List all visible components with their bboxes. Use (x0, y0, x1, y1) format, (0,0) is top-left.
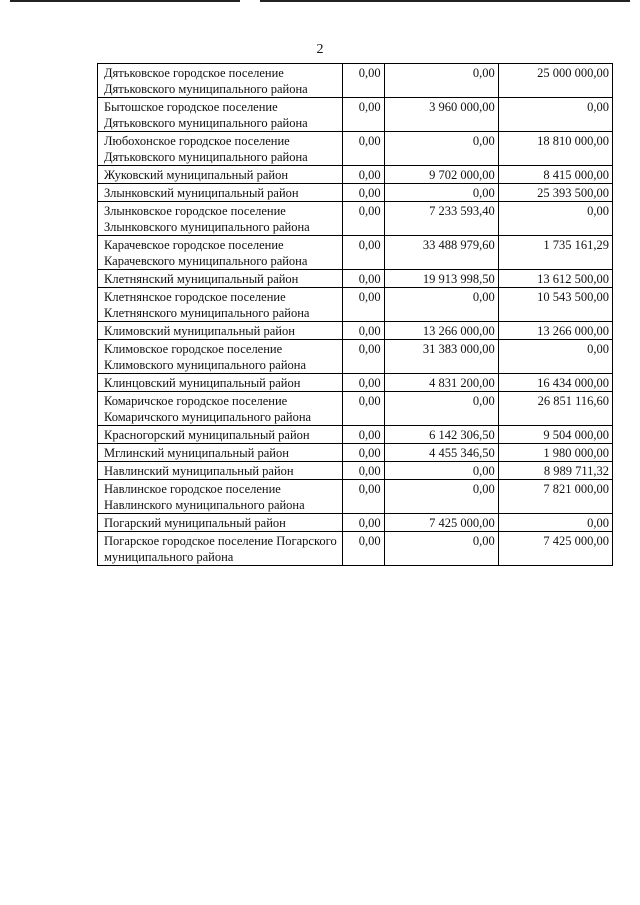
value-cell-1: 0,00 (343, 374, 384, 392)
value-cell-1: 0,00 (343, 480, 384, 514)
municipality-name-cell: Злынковское городское поселение Злынковского муниципального района (98, 202, 343, 236)
value-cell-3: 25 000 000,00 (498, 64, 612, 98)
value-cell-2: 0,00 (384, 532, 498, 566)
top-rule-right (260, 0, 630, 2)
value-cell-2: 13 266 000,00 (384, 322, 498, 340)
value-cell-2: 33 488 979,60 (384, 236, 498, 270)
budget-table (97, 63, 613, 566)
page-number: 2 (316, 42, 324, 57)
municipality-name-cell: Клинцовский муниципальный район (98, 374, 343, 392)
table-row (98, 288, 613, 322)
table-row (98, 270, 613, 288)
value-cell-1: 0,00 (343, 236, 384, 270)
value-cell-3: 13 266 000,00 (498, 322, 612, 340)
value-cell-1: 0,00 (343, 322, 384, 340)
municipality-name-cell: Климовское городское поселение Климовского муниципального района (98, 340, 343, 374)
value-cell-1: 0,00 (343, 98, 384, 132)
table-row (98, 184, 613, 202)
value-cell-1: 0,00 (343, 166, 384, 184)
value-cell-2: 3 960 000,00 (384, 98, 498, 132)
municipality-name-cell: Навлинский муниципальный район (98, 462, 343, 480)
value-cell-2: 0,00 (384, 480, 498, 514)
value-cell-2: 7 233 593,40 (384, 202, 498, 236)
value-cell-3: 13 612 500,00 (498, 270, 612, 288)
value-cell-3: 7 425 000,00 (498, 532, 612, 566)
table-row (98, 64, 613, 98)
top-rule-left (10, 0, 240, 2)
table-row (98, 514, 613, 532)
municipality-name-cell: Погарский муниципальный район (98, 514, 343, 532)
value-cell-3: 0,00 (498, 514, 612, 532)
value-cell-1: 0,00 (343, 462, 384, 480)
value-cell-3: 8 989 711,32 (498, 462, 612, 480)
municipality-name-cell: Бытошское городское поселение Дятьковского муниципального района (98, 98, 343, 132)
value-cell-3: 8 415 000,00 (498, 166, 612, 184)
municipality-name-cell: Погарское городское поселение Погарского муниципального района (98, 532, 343, 566)
value-cell-2: 0,00 (384, 392, 498, 426)
table-row (98, 322, 613, 340)
table-row (98, 426, 613, 444)
municipality-name-cell: Карачевское городское поселение Карачевского муниципального района (98, 236, 343, 270)
table-row (98, 462, 613, 480)
municipality-name-cell: Жуковский муниципальный район (98, 166, 343, 184)
table-row (98, 98, 613, 132)
municipality-name-cell: Навлинское городское поселение Навлинского муниципального района (98, 480, 343, 514)
value-cell-1: 0,00 (343, 202, 384, 236)
value-cell-1: 0,00 (343, 184, 384, 202)
table-row (98, 444, 613, 462)
value-cell-3: 18 810 000,00 (498, 132, 612, 166)
value-cell-3: 1 735 161,29 (498, 236, 612, 270)
table-row (98, 532, 613, 566)
value-cell-2: 9 702 000,00 (384, 166, 498, 184)
value-cell-3: 0,00 (498, 340, 612, 374)
municipality-name-cell: Дятьковское городское поселение Дятьковского муниципального района (98, 64, 343, 98)
value-cell-2: 0,00 (384, 184, 498, 202)
table-row (98, 132, 613, 166)
value-cell-1: 0,00 (343, 270, 384, 288)
value-cell-1: 0,00 (343, 426, 384, 444)
value-cell-2: 4 831 200,00 (384, 374, 498, 392)
value-cell-1: 0,00 (343, 64, 384, 98)
table-row (98, 236, 613, 270)
municipality-name-cell: Злынковский муниципальный район (98, 184, 343, 202)
value-cell-2: 31 383 000,00 (384, 340, 498, 374)
value-cell-3: 1 980 000,00 (498, 444, 612, 462)
value-cell-1: 0,00 (343, 392, 384, 426)
municipality-name-cell: Любохонское городское поселение Дятьковского муниципального района (98, 132, 343, 166)
table-row (98, 374, 613, 392)
municipality-name-cell: Красногорский муниципальный район (98, 426, 343, 444)
value-cell-1: 0,00 (343, 132, 384, 166)
value-cell-2: 4 455 346,50 (384, 444, 498, 462)
municipality-name-cell: Комаричское городское поселение Комаричского муниципального района (98, 392, 343, 426)
value-cell-2: 0,00 (384, 462, 498, 480)
table-row (98, 480, 613, 514)
municipality-name-cell: Клетнянский муниципальный район (98, 270, 343, 288)
municipality-name-cell: Клетнянское городское поселение Клетнянского муниципального района (98, 288, 343, 322)
value-cell-2: 0,00 (384, 288, 498, 322)
value-cell-3: 9 504 000,00 (498, 426, 612, 444)
value-cell-2: 0,00 (384, 64, 498, 98)
value-cell-1: 0,00 (343, 444, 384, 462)
municipality-name-cell: Мглинский муниципальный район (98, 444, 343, 462)
value-cell-2: 6 142 306,50 (384, 426, 498, 444)
value-cell-3: 0,00 (498, 202, 612, 236)
value-cell-1: 0,00 (343, 288, 384, 322)
municipality-name-cell: Климовский муниципальный район (98, 322, 343, 340)
table-row (98, 202, 613, 236)
value-cell-3: 7 821 000,00 (498, 480, 612, 514)
table-row (98, 166, 613, 184)
table-row (98, 340, 613, 374)
table-row (98, 392, 613, 426)
value-cell-1: 0,00 (343, 514, 384, 532)
value-cell-1: 0,00 (343, 532, 384, 566)
value-cell-1: 0,00 (343, 340, 384, 374)
value-cell-2: 19 913 998,50 (384, 270, 498, 288)
value-cell-2: 0,00 (384, 132, 498, 166)
value-cell-3: 0,00 (498, 98, 612, 132)
value-cell-3: 25 393 500,00 (498, 184, 612, 202)
value-cell-3: 26 851 116,60 (498, 392, 612, 426)
value-cell-2: 7 425 000,00 (384, 514, 498, 532)
value-cell-3: 10 543 500,00 (498, 288, 612, 322)
value-cell-3: 16 434 000,00 (498, 374, 612, 392)
